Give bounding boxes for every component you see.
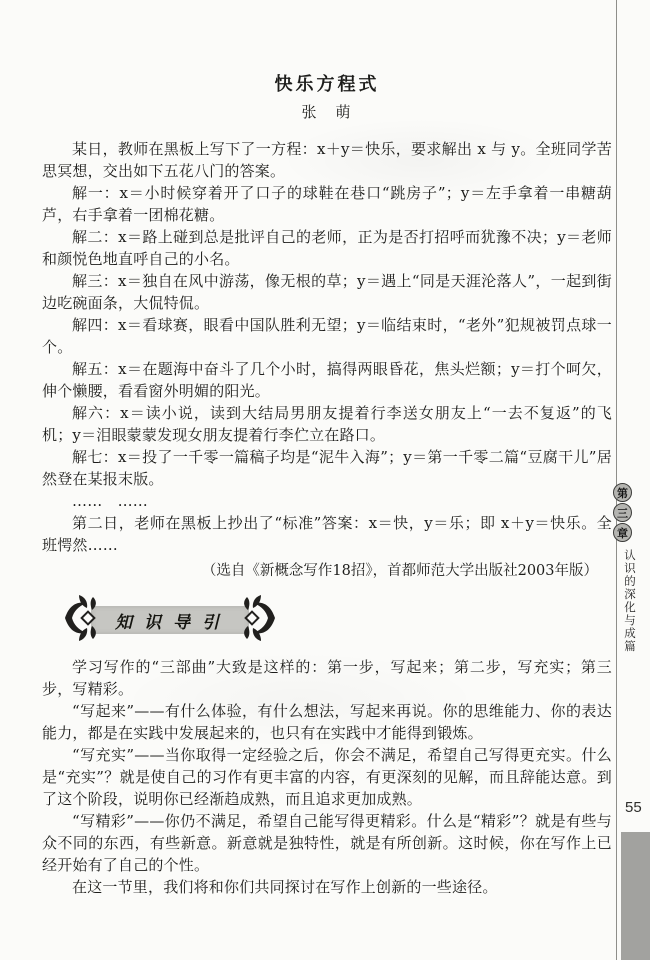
source-attribution: （选自《新概念写作18招》，首都师范大学出版社2003年版） — [201, 563, 598, 579]
article-ellipsis: …… …… — [72, 492, 149, 510]
guide-paragraph: 在这一节里，我们将和你们共同探讨在写作上创新的一些途径。 — [72, 878, 498, 896]
page-number: 55 — [625, 799, 642, 816]
article-paragraph: 解四：x＝看球赛，眼看中国队胜利无望；y＝临结束时，“老外”犯规被罚点球一个。 — [42, 316, 612, 356]
article-paragraph: 解一：x＝小时候穿着开了口子的球鞋在巷口“跳房子”；y＝左手拿着一串糖葫芦，右手拿着一团棉花糖。 — [42, 184, 612, 224]
author-name: 张 萌 — [301, 103, 353, 121]
guide-paragraph: “写精彩”——你仍不满足，希望自己能写得更精彩。什么是“精彩”？就是有些与众不同的东西，有些新意。新意就是独特性，就是有所创新。这时候，你在写作上已经开始有了自己的个性。 — [42, 812, 612, 874]
chapter-medallion: 章 — [613, 523, 632, 542]
article-paragraph: 解二：x＝路上碰到总是批评自己的老师，正为是否打招呼而犹豫不决；y＝老师和颜悦色地直呼自己的小名。 — [42, 228, 612, 268]
banner-label: 知识导引 — [115, 612, 231, 633]
guide-paragraph: 学习写作的“三部曲”大致是这样的：第一步，写起来；第二步，写充实；第三步，写精彩。 — [42, 658, 612, 698]
chapter-medallions — [613, 483, 632, 542]
page-content — [42, 0, 612, 898]
article-body — [42, 138, 612, 556]
sidebar-rule — [616, 0, 617, 960]
banner-bar — [91, 606, 249, 634]
article-paragraph: 解三：x＝独自在风中游荡，像无根的草；y＝遇上“同是天涯沦落人”，一起到街边吃碗面条，大侃特侃。 — [42, 272, 612, 312]
page-title: 快乐方程式 — [274, 74, 380, 95]
floral-ornament-left-icon — [62, 594, 98, 646]
article-paragraph: 第二日，老师在黑板上抄出了“标准”答案：x＝快，y＝乐；即 x＋y＝快乐。全班愕然…… — [42, 514, 612, 554]
knowledge-guide-banner — [62, 596, 278, 644]
article-paragraph: 解七：x＝投了一千零一篇稿子均是“泥牛入海”；y＝第一千零二篇“豆腐干儿”居然登在某报末版。 — [42, 448, 612, 488]
guide-paragraph: “写起来”——有什么体验，有什么想法，写起来再说。你的思维能力、你的表达能力，都是在实践中发展起来的，也只有在实践中才能得到锻炼。 — [42, 702, 612, 742]
article-paragraph: 解六：x＝读小说，读到大结局男朋友提着行李送女朋友上“一去不复返”的飞机；y＝泪眼蒙蒙发现女朋友提着行李伫立在路口。 — [42, 404, 612, 444]
article-paragraph: 某日，教师在黑板上写下了一方程：x＋y＝快乐，要求解出 x 与 y。全班同学苦思冥想，交出如下五花八门的答案。 — [42, 140, 612, 180]
guide-paragraph: “写充实”——当你取得一定经验之后，你会不满足，希望自己写得更充实。什么是“充实”？就是使自己的习作有更丰富的内容，有更深刻的见解，而且辞能达意。到了这个阶段，说明你已经渐趋成熟，而且追求更加成熟。 — [42, 746, 612, 808]
corner-block — [621, 832, 650, 960]
guide-body — [42, 656, 612, 898]
chapter-caption: 认识的深化与成篇 — [623, 549, 637, 653]
chapter-medallion: 三 — [613, 503, 632, 522]
chapter-medallion: 第 — [613, 483, 632, 502]
article-paragraph: 解五：x＝在题海中奋斗了几个小时，搞得两眼昏花，焦头烂额；y＝打个呵欠，伸个懒腰，看看窗外明媚的阳光。 — [42, 360, 612, 400]
floral-ornament-right-icon — [242, 594, 278, 646]
